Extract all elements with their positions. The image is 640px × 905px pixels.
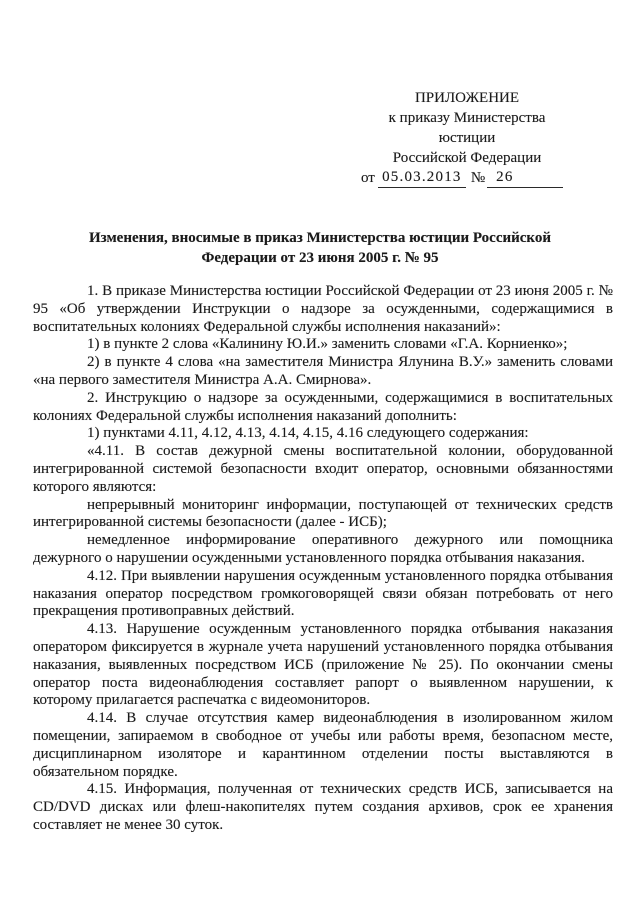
appendix-order-reference-line1: к приказу Министерства юстиции xyxy=(388,110,546,146)
paragraph-4-14: 4.14. В случае отсутствия камер видеонаблюдения в изолированном жилом помещении, запираемом в свободное от учебы или работы время, безопасном месте, дисциплинарном изоляторе и карантинном отделении посты выставляются в обязательном порядке. xyxy=(33,710,613,780)
paragraph-1-sub1: 1) в пункте 2 слова «Калинину Ю.И.» заменить словами «Г.А. Корниенко»; xyxy=(87,336,568,353)
paragraph-1-sub2: 2) в пункте 4 слова «на заместителя Министра Ялунина В.У.» заменить словами «на первого заместителя Министра А.А. Смирнова». xyxy=(33,354,613,388)
document-title-line2: Федерации от 23 июня 2005 г. № 95 xyxy=(201,250,439,266)
paragraph-4-11: «4.11. В состав дежурной смены воспитательной колонии, оборудованной интегрированной системой безопасности входит оператор, основными обязанностями которого являются: xyxy=(33,443,613,495)
order-date-number-line xyxy=(361,168,574,188)
paragraph-4-15: 4.15. Информация, полученная от технических средств ИСБ, записывается на CD/DVD дисках или флеш-накопителях путем создания архивов, срок ее хранения составляет не менее 30 суток. xyxy=(33,781,613,833)
document-body xyxy=(33,283,613,835)
paragraph-4-11-duty2: немедленное информирование оперативного дежурного или помощника дежурного о нарушении осужденными установленного порядка отбывания наказания. xyxy=(33,532,613,566)
paragraph-4-13: 4.13. Нарушение осужденным установленного порядка отбывания наказания оператором фиксируется в журнале учета нарушений установленного порядка отбывания наказания, выявленных посредством ИСБ (приложение № 25). По окончании смены оператор поста видеонаблюдения составляет рапорт о выявленном нарушении, к которому прилагается распечатка с видеомониторов. xyxy=(33,621,613,709)
appendix-order-reference-line2: Российской Федерации xyxy=(392,150,542,166)
appendix-label: ПРИЛОЖЕНИЕ xyxy=(414,90,520,106)
document-title-line1: Изменения, вносимые в приказ Министерства юстиции Российской xyxy=(88,230,552,246)
paragraph-4-12: 4.12. При выявлении нарушения осужденным установленного порядка отбывания наказания оператор посредством громкоговорящей связи обязан потребовать от него прекращения противоправных действий. xyxy=(33,567,613,620)
paragraph-1: 1. В приказе Министерства юстиции Российской Федерации от 23 июня 2005 г. № 95 «Об утверждении Инструкции о надзоре за осужденными, содержащимися в воспитательных колониях Федеральной службы исполнения наказаний»: xyxy=(33,283,613,335)
order-number-value: 26 xyxy=(487,168,563,188)
paragraph-4-11-duty1: непрерывный мониторинг информации, поступающей от технических средств интегрированной системы безопасности (далее - ИСБ); xyxy=(33,496,613,531)
date-value: 05.03.2013 xyxy=(378,168,466,188)
appendix-header xyxy=(360,88,574,188)
date-label: от xyxy=(361,170,375,186)
number-sign: № xyxy=(470,170,486,186)
paragraph-2: 2. Инструкцию о надзоре за осужденными, содержащимися в воспитательных колониях Федеральной службы исполнения наказаний дополнить: xyxy=(33,389,613,424)
paragraph-2-sub1: 1) пунктами 4.11, 4.12, 4.13, 4.14, 4.15, 4.16 следующего содержания: xyxy=(87,425,529,442)
document-title xyxy=(0,228,640,268)
